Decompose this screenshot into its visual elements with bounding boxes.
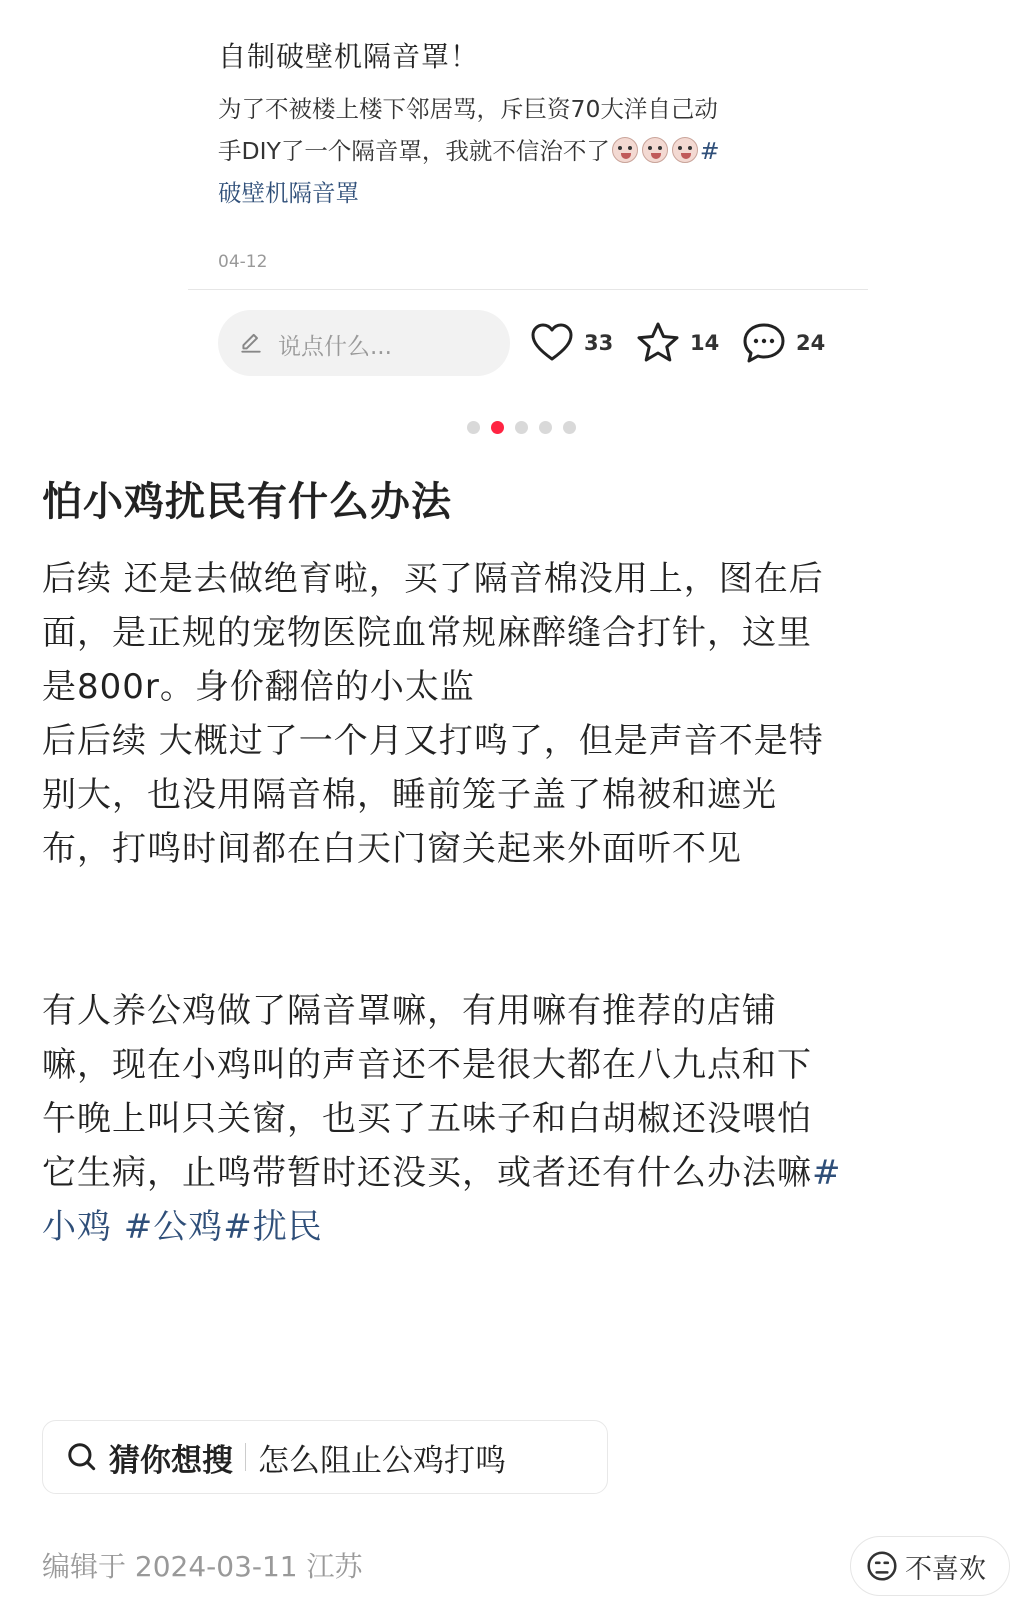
embedded-post-card[interactable]: [188, 0, 868, 405]
post-body-line: 后续 还是去做绝育啦，买了隔音棉没用上，图在后: [42, 559, 824, 599]
edit-info: 编辑于 2024-03-11 江苏: [42, 1550, 363, 1583]
hashtag-link[interactable]: 破壁机隔音罩: [218, 179, 359, 207]
comment-button[interactable]: [740, 318, 825, 368]
carousel-dot[interactable]: [515, 421, 528, 434]
hashtag-mark[interactable]: #: [699, 137, 720, 165]
carousel-dot[interactable]: [467, 421, 480, 434]
search-suggestion-query[interactable]: 怎么阻止公鸡打鸣: [258, 1442, 506, 1479]
comment-input[interactable]: [218, 310, 510, 376]
post-body-line: 嘛，现在小鸡叫的声音还不是很大都在八九点和下: [42, 1045, 812, 1085]
post-title: 怕小鸡扰民有什么办法: [42, 479, 452, 525]
heart-icon: [528, 319, 576, 367]
image-carousel-indicator: [467, 421, 576, 434]
dislike-label: 不喜欢: [905, 1553, 986, 1585]
post-body-line: 午晚上叫只关窗，也买了五味子和白胡椒还没喂怕: [42, 1099, 812, 1139]
post-body-line: 布，打鸣时间都在白天门窗关起来外面听不见: [42, 829, 742, 869]
post-hashtags[interactable]: 小鸡 #公鸡#扰民: [42, 1207, 323, 1247]
comment-count: 24: [796, 331, 826, 355]
post-body-line: 有人养公鸡做了隔音罩嘛，有用嘛有推荐的店铺: [42, 991, 777, 1031]
speech-bubble-icon: [740, 319, 788, 367]
post-body-line: 是800r。身价翻倍的小太监: [42, 667, 475, 707]
star-icon: [634, 319, 682, 367]
embedded-post-date: 04-12: [218, 252, 268, 272]
unhappy-face-icon: [865, 1549, 899, 1583]
embedded-body-line: 手DIY了一个隔音罩，我就不信治不了 #: [218, 137, 720, 165]
crying-face-emoji-icon: [642, 137, 668, 163]
carousel-dot[interactable]: [563, 421, 576, 434]
like-count: 33: [584, 331, 614, 355]
favorite-button[interactable]: [634, 318, 719, 368]
post-body-line: 它生病，止鸣带暂时还没买，或者还有什么办法嘛#: [42, 1153, 842, 1193]
embedded-post-body: [218, 88, 838, 214]
favorite-count: 14: [690, 331, 720, 355]
carousel-dot[interactable]: [539, 421, 552, 434]
dislike-button[interactable]: [850, 1536, 1010, 1596]
carousel-dot-active[interactable]: [491, 421, 504, 434]
embedded-body-line: 为了不被楼上楼下邻居骂，斥巨资70大洋自己动: [218, 95, 718, 123]
comment-placeholder: 说点什么...: [278, 334, 392, 360]
crying-face-emoji-icon: [672, 137, 698, 163]
post-body-line: 别大，也没用隔音棉，睡前笼子盖了棉被和遮光: [42, 775, 777, 815]
search-suggestion-chip[interactable]: [42, 1420, 608, 1494]
divider: [245, 1443, 246, 1471]
like-button[interactable]: [528, 318, 613, 368]
search-icon: [65, 1440, 99, 1474]
paragraph-gap: [42, 876, 1012, 984]
pencil-icon: [238, 330, 264, 356]
hashtag-mark[interactable]: #: [812, 1153, 842, 1193]
embedded-post-title: 自制破壁机隔音罩！: [218, 40, 480, 73]
search-suggestion-label: 猜你想搜: [109, 1442, 233, 1479]
post-body: [42, 552, 1012, 1254]
post-body-line: 面，是正规的宠物医院血常规麻醉缝合打针，这里: [42, 613, 812, 653]
crying-face-emoji-icon: [612, 137, 638, 163]
post-body-line: 后后续 大概过了一个月又打鸣了，但是声音不是特: [42, 721, 824, 761]
divider: [188, 289, 868, 290]
